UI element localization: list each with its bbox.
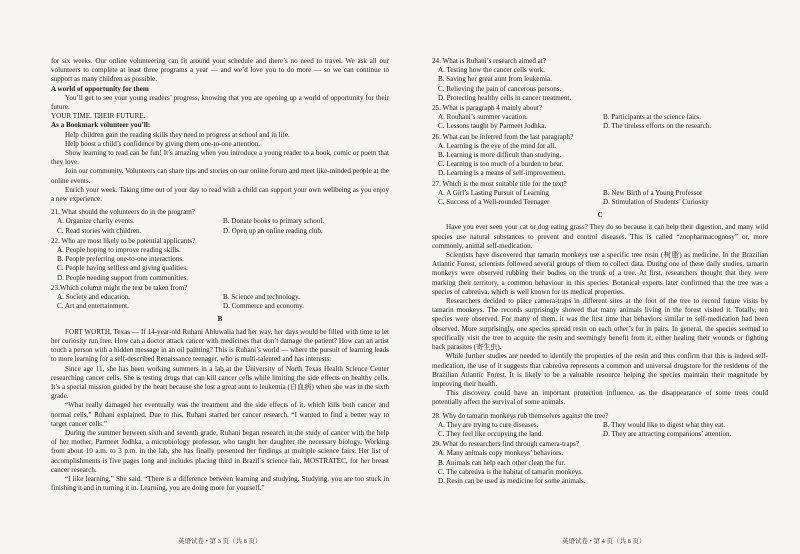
benefit-item: Show learning to read can be fun! It’s amazing when you introduce a young reader to a book, comic or poem that they love. <box>51 149 389 167</box>
option-b[interactable]: B. They would like to digest what they eat. <box>603 420 726 429</box>
option-a[interactable]: A. Learning is the eye of the mind for all. <box>438 141 556 150</box>
option-d[interactable]: D. Stimulation of Students’ Curiosity <box>603 198 709 207</box>
question-27 <box>432 180 768 208</box>
intro-paragraph: for six weeks. Our online volunteering can fit around your schedule and there’s no need to travel. We ask all our volunteers to complete at least three programs a year — and we’d love you to do more — so we can continue to support as many children as possible. <box>51 57 389 84</box>
option-d[interactable]: D. Resin can be used as medicine for some animals. <box>438 476 586 485</box>
option-c[interactable]: C. Relieving the pain of cancerous persons. <box>438 84 562 93</box>
passage-b-paragraph: During the summer between sixth and seventh grade, Ruhani began research in the study of cancer with the help of her mother, Parmeet Jodhka, a microbiology professor, who taught her daughter the necessary biology. Working from about 10 a.m. to 3 p.m. in the lab, she has finally presented her findings at multiple science fairs. Her list of accomplishments is five pages long and includes placing third in Brazil’s science fair, MOSTRATEC, for her breast cancer research. <box>51 428 389 474</box>
passage-c-paragraph: Have you ever seen your cat or dog eating grass? They do so because it can help their digestion, and many wild species use natural substances to prevent and control diseases. This is called “zoopharmacognosy” or, more commonly, animal self-medication. <box>432 223 768 250</box>
question-26 <box>432 133 768 179</box>
question-23 <box>51 284 389 312</box>
option-c[interactable]: C. They feel like occupying the land. <box>438 429 544 438</box>
benefit-item: Join our community. Volunteers can share tips and stories on our online forum and meet like-minded people at the online events. <box>51 167 389 185</box>
left-page-footer: 英语试卷 • 第 3 页（共 8 页） <box>178 538 262 545</box>
section-heading: A world of opportunity for them <box>51 84 149 93</box>
option-a[interactable]: A. Testing how the cancer cells work. <box>438 66 545 75</box>
question-21 <box>51 208 389 236</box>
question-22 <box>51 237 389 283</box>
benefit-item: Help boost a child’s confidence by giving them one-to-one attention. <box>65 139 261 148</box>
option-c[interactable]: C. People having selfless and giving qualities. <box>57 264 188 273</box>
intro-paragraph: You’ll get to see your young readers’ progress, knowing that you are opening up a world of opportunity for their future. <box>51 93 389 112</box>
right-page-footer: 英语试卷 • 第 4 页（共 8 页） <box>562 538 646 545</box>
option-a[interactable]: A. Society and education. <box>57 293 131 302</box>
option-a[interactable]: A. People hoping to improve reading skills. <box>57 246 181 255</box>
option-b[interactable]: B. New Birth of a Young Professor <box>603 188 703 197</box>
question-stem: 23.Which column might the text be taken from? <box>51 283 188 292</box>
passage-c-paragraph: Scientists have discovered that tamarin monkeys use a specific tree resin (树脂) as medicine. In the Brazilian Atlantic Forest, scientists followed several groups of them to collect data. During one of these daily studies, tamarin monkeys were observed rubbing their bodies on the trunk of a tree. At first, researchers thought that they were marking their territory, a common behaviour in this species. Botanical experts later confirmed that the tree was a species of cabreúva, which is well known for its medical properties. <box>432 251 768 296</box>
option-b[interactable]: B. Science and technology. <box>223 293 300 302</box>
option-a[interactable]: A. A Girl’s Lasting Pursuit of Learning <box>438 188 549 197</box>
passage-b-paragraph: “I like learning,” She said. “There is a difference between learning and studying. Studying, you are too stuck in finishing it and in turning it in. Learning, you are doing more for yourself.” <box>51 474 389 493</box>
option-b[interactable]: B. Saving her great aunt from leukemia. <box>438 75 552 84</box>
option-b[interactable]: B. Donate books to primary school. <box>223 217 325 226</box>
option-d[interactable]: D. Protecting healthy cells in cancer treatment. <box>438 93 572 102</box>
option-a[interactable]: A. Many animals copy monkeys’ behaviors. <box>438 449 563 458</box>
option-d[interactable]: D. They are attracting companions’ attention. <box>603 429 732 438</box>
passage-b-paragraph: “What really damaged her eventually was the treatment and the side effects of it, which kills both cancer and normal cells,” Ruhani explained. Due to this, Ruhani started her cancer research. “I wanted to find a better way to target cancer cells.” <box>51 401 389 428</box>
question-28 <box>432 412 768 440</box>
option-d[interactable]: D. Learning is a means of self-improvement. <box>438 169 566 178</box>
option-c[interactable]: C. Success of a Well-rounded Teenager <box>438 198 550 207</box>
option-c[interactable]: C. Art and entertainment. <box>57 302 129 311</box>
option-d[interactable]: D. People needing support from communities. <box>57 273 189 282</box>
option-a[interactable]: A. Organize charity events. <box>57 217 135 226</box>
option-c[interactable]: C. Read stories with children. <box>57 226 142 235</box>
slogan: YOUR TIME. THEIR FUTURE. <box>51 112 146 121</box>
passage-b-paragraph: Since age 11, she has been working summers in a lab at the University of North Texas Health Science Center researching cancer cells. She is testing drugs that can kill cancer cells while limiting the side effects on healthy cells. It’s a special mission guided by the heart because she lost a great aunt to leukemia (白血病) when she was in the sixth grade. <box>51 364 389 401</box>
section-c-heading: C <box>597 211 603 220</box>
left-page <box>51 57 389 493</box>
benefit-item: Help children gain the reading skills they need to progress at school and in life. <box>65 130 290 139</box>
question-stem: 28. Why do tamarin monkeys rub themselves against the tree? <box>432 411 609 420</box>
option-d[interactable]: D. Open up an online reading club. <box>223 226 323 235</box>
question-25 <box>432 104 768 132</box>
passage-b-paragraph: FORT WORTH, Texas — If 14-year-old Ruhani Ahluwalia had her way, her days would be filled with time to let her curiosity run free. How can a doctor attack cancer with medicines that don’t damage the patient? How can an artist touch a person with a hidden message in an oil painting? This is Ruhani’s world — where the pursuit of learning leads to more learning for a self-described Renaissance teenager, who is multi-talented and has interests. <box>51 327 389 364</box>
option-d[interactable]: D. Commerce and economy. <box>223 302 304 311</box>
passage-c-paragraph: While further studies are needed to identify the properties of the resin and thus confirm that this is indeed self-medication, the use of it suggests that cabreúva represents a common and universal drugstore for the residents of the Brazilian Atlantic Forest. It is likely to be a valuable resource helping the species maintain their magnitude by improving their health. <box>432 352 768 388</box>
section-b-heading: B <box>217 315 223 324</box>
benefit-item: Enrich your week. Taking time out of your day to read with a child can support your own wellbeing as you enjoy a new experience. <box>51 185 389 204</box>
option-a[interactable]: A. They are trying to cure diseases. <box>438 420 539 429</box>
option-d[interactable]: D. The tireless efforts on the research. <box>603 122 712 131</box>
question-stem: 27. Which is the most suitable title for the text? <box>432 179 567 188</box>
question-29 <box>432 440 768 486</box>
option-c[interactable]: C. Learning is too much of a burden to bear. <box>438 160 564 169</box>
question-stem: 26. What can be inferred from the last paragraph? <box>432 132 574 141</box>
question-stem: 21. What should the volunteers do in the program? <box>51 208 195 217</box>
question-stem: 24. What is Ruhani’s research aimed at? <box>432 57 546 65</box>
passage-c-paragraph: Researchers decided to place camera-traps in different sites at the foot of the tree to record future visits by tamarin monkeys. The records surprisingly showed that many animals living in the forest visited it. Totally, ten species were observed. For many of them, it was the first time that behaviors similar to self-medication had been observed. More surprisingly, one species spread resin on each other’s fur in pairs. In general, the species seemed to specifically visit the tree to acquire the resin and seemingly benefit from it, either healing their wounds or fighting back parasites (寄生虫). <box>432 297 768 352</box>
option-c[interactable]: C. The cabreúva is the habitat of tamarin monkeys. <box>438 467 583 476</box>
option-b[interactable]: B. Learning is more difficult than studying. <box>438 151 562 160</box>
question-24 <box>432 57 768 103</box>
option-b[interactable]: B. Animals can help each other clean the fur. <box>438 458 566 467</box>
option-b[interactable]: B. People preferring one-to-one interactions. <box>57 255 184 264</box>
question-stem: 22. Who are most likely to be potential applicants? <box>51 236 196 245</box>
question-stem: 29. What do researchers find through camera-traps? <box>432 440 580 449</box>
passage-c-paragraph: This discovery could have an important protection influence, as the disappearance of some trees could potentially affect the survival of some animals. <box>432 389 768 407</box>
option-b[interactable]: B. Participants at the science fairs. <box>603 113 701 122</box>
section-heading: As a Bookmark volunteer you’ll: <box>51 121 151 130</box>
question-stem: 25. What is paragraph 4 mainly about? <box>432 104 542 113</box>
option-a[interactable]: A. Rouhani’s summer vacation. <box>438 113 528 122</box>
option-c[interactable]: C. Lessons taught by Parmeet Jodhka. <box>438 122 547 131</box>
right-page <box>432 57 768 486</box>
